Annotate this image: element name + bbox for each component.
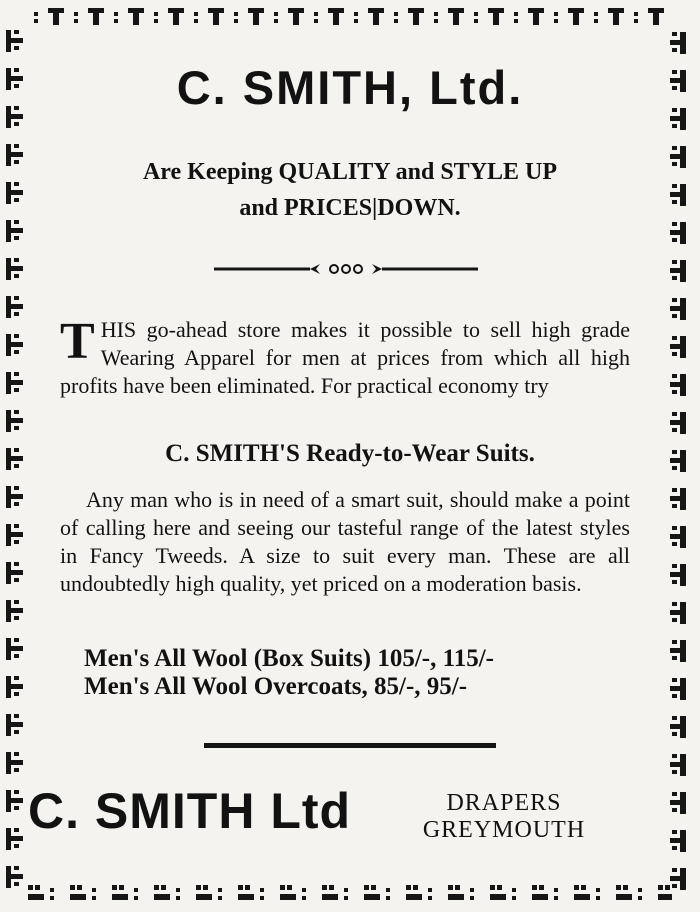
footer-details — [404, 790, 604, 844]
footer-trade: DRAPERS — [446, 790, 562, 816]
intro-text: HIS go-ahead store makes it possible to sell high grade Wearing Apparel for men at prices from which all high profits have been eliminated. For practical economy try — [60, 317, 630, 398]
tagline — [60, 154, 640, 226]
price-line-overcoats: Men's All Wool Overcoats, 85/-, 95/- — [84, 673, 468, 700]
ad-title: C. SMITH, Ltd. — [176, 61, 524, 114]
footer-store-name: C. SMITH Ltd — [28, 783, 352, 839]
intro-paragraph — [60, 313, 630, 400]
suits-paragraph: Any man who is in need of a smart suit, should make a point of calling here and seeing our tasteful range of the latest styles in Fancy Tweeds. A size to suit every man. These are all undoubtedly high quality, yet priced on a moderation basis. — [60, 487, 630, 596]
footer-town: GREYMOUTH — [422, 817, 586, 843]
drop-cap: T — [60, 313, 95, 370]
top-border-ornament — [8, 4, 672, 28]
tagline-line-2: and PRICES|DOWN. — [239, 195, 461, 221]
bottom-border-ornament — [8, 880, 672, 906]
suits-subheading: C. SMITH'S Ready-to-Wear Suits. — [165, 440, 535, 467]
price-list — [84, 645, 644, 701]
tagline-line-1: Are Keeping QUALITY and STYLE UP — [142, 159, 558, 185]
price-line-suits: Men's All Wool (Box Suits) 105/-, 115/- — [84, 645, 494, 672]
horizontal-rule — [204, 743, 496, 748]
ornamental-divider — [210, 258, 482, 280]
